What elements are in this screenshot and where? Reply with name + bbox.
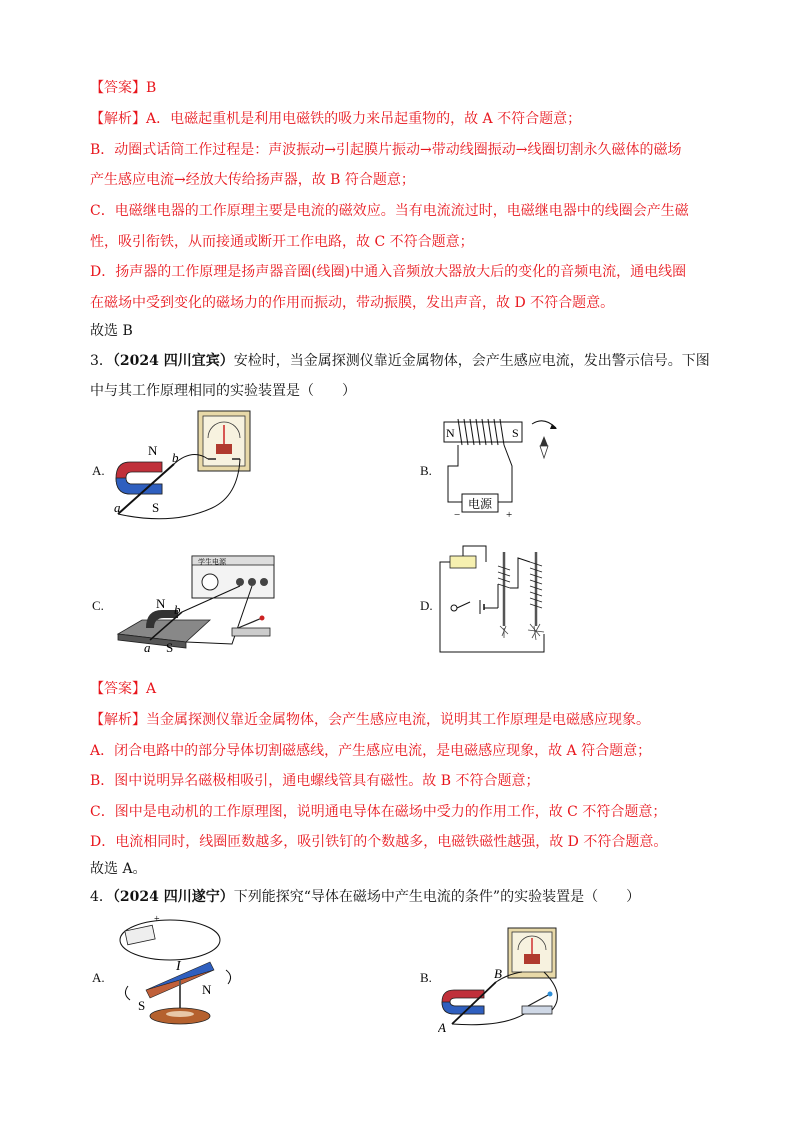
fig-a-label-a: a bbox=[114, 500, 121, 515]
q3-answer: 【答案】A bbox=[90, 681, 157, 697]
q4-fig-b-label-a: A bbox=[438, 1020, 446, 1032]
q3-stem bbox=[90, 351, 710, 371]
q2-analysis-line: 【解析】A．电磁起重机是利用电磁铁的吸力来吊起重物的，故 A 不符合题意； bbox=[90, 111, 582, 127]
q3-option-a-label: A. bbox=[92, 463, 105, 478]
q4-fig-b-label-b: B bbox=[494, 966, 502, 981]
q3-figure-c bbox=[112, 552, 290, 660]
q2-answer: 【答案】B bbox=[90, 80, 157, 96]
fig-b-plus: + bbox=[506, 509, 513, 521]
q4-fig-a-label-s: S bbox=[138, 998, 146, 1013]
q2-analysis-line: D．扬声器的工作原理是扬声器音圈(线圈)中通入音频放大器放大后的变化的音频电流，通电线圈 bbox=[90, 264, 687, 280]
q4-figure-b bbox=[438, 924, 578, 1032]
q4-stem-text: 下列能探究“导体在磁场中产生电流的条件”的实验装置是（ ） bbox=[233, 889, 641, 905]
fig-c-label-b: b bbox=[174, 602, 181, 617]
q3-conclusion: 故选 A。 bbox=[90, 861, 147, 877]
q3-analysis-line: A．闭合电路中的部分导体切割磁感线，产生感应电流，是电磁感应现象，故 A 符合题意； bbox=[90, 743, 652, 759]
q4-fig-a-plus: + bbox=[154, 914, 160, 925]
q4-figure-a bbox=[110, 912, 250, 1032]
q2-conclusion: 故选 B bbox=[90, 323, 133, 339]
fig-c-label-n: N bbox=[156, 596, 166, 611]
q3-analysis-line: C．图中是电动机的工作原理图，说明通电导体在磁场中受力的作用工作，故 C 不符合题意； bbox=[90, 804, 667, 820]
fig-c-label-a: a bbox=[144, 640, 151, 655]
q4-option-b-label: B. bbox=[420, 970, 432, 985]
fig-b-label-s: S bbox=[512, 426, 519, 440]
fig-a-label-s: S bbox=[152, 500, 160, 515]
q4-option-a-label: A. bbox=[92, 970, 105, 985]
q4-number: 4． bbox=[90, 889, 113, 905]
q3-stem-line1: 安检时，当金属探测仪靠近金属物体，会产生感应电流，发出警示信号。下图 bbox=[233, 353, 710, 369]
q2-analysis-line: 性，吸引衔铁，从而接通或断开工作电路，故 C 不符合题意； bbox=[90, 234, 474, 250]
q2-analysis-line: B．动圈式话筒工作过程是：声波振动→引起膜片振动→带动线圈振动→线圈切割永久磁体的磁场 bbox=[90, 142, 682, 158]
q3-analysis-line: 【解析】当金属探测仪靠近金属物体，会产生感应电流，说明其工作原理是电磁感应现象。 bbox=[90, 712, 650, 728]
q3-figure-a bbox=[112, 408, 262, 523]
q4-source: （2024 四川遂宁） bbox=[112, 889, 234, 905]
q2-analysis-line: C．电磁继电器的工作原理主要是电流的磁效应。当有电流流过时，电磁继电器中的线圈会产生磁 bbox=[90, 203, 689, 219]
q3-option-b-label: B. bbox=[420, 463, 432, 478]
q3-number: 3． bbox=[90, 353, 113, 369]
q3-option-d-label: D. bbox=[420, 598, 433, 613]
q3-analysis-line: B．图中说明异名磁极相吸引，通电螺线管具有磁性。故 B 不符合题意； bbox=[90, 773, 540, 789]
fig-c-label-s: S bbox=[166, 640, 174, 655]
fig-a-label-n: N bbox=[148, 443, 158, 458]
q3-figure-d bbox=[436, 542, 566, 657]
q3-source: （2024 四川宜宾） bbox=[112, 353, 234, 369]
fig-b-minus: − bbox=[454, 509, 461, 521]
q2-analysis-line: 产生感应电流→经放大传给扬声器，故 B 符合题意； bbox=[90, 172, 415, 188]
q3-option-c-label: C. bbox=[92, 598, 104, 613]
q2-analysis-line: 在磁场中受到变化的磁场力的作用而振动，带动振膜，发出声音，故 D 不符合题意。 bbox=[90, 295, 615, 311]
q3-figure-b bbox=[440, 414, 580, 526]
q3-stem-line2: 中与其工作原理相同的实验装置是（ ） bbox=[90, 383, 356, 399]
fig-c-meter-label: 学生电源 bbox=[198, 558, 226, 566]
fig-b-label-n: N bbox=[446, 426, 455, 440]
q4-fig-a-label-n: N bbox=[202, 982, 212, 997]
fig-a-label-b: b bbox=[172, 450, 179, 465]
q4-fig-a-label-i: I bbox=[176, 959, 181, 974]
q3-analysis-line: D．电流相同时，线圈匝数越多，吸引铁钉的个数越多，电磁铁磁性越强，故 D 不符合题意。 bbox=[90, 834, 668, 850]
q4-stem bbox=[90, 887, 640, 907]
fig-b-power-label: 电源 bbox=[468, 497, 493, 511]
